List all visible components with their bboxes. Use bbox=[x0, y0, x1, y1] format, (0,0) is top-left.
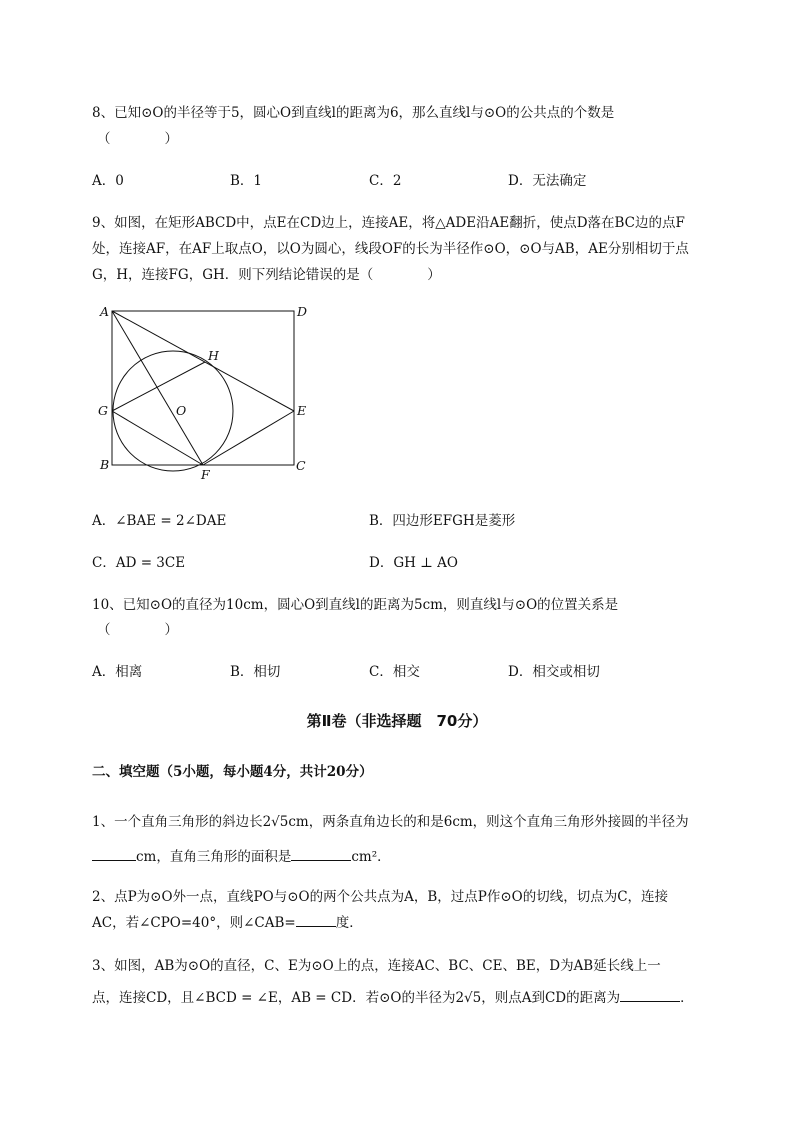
q9-option-a: A．∠BAE = 2∠DAE bbox=[92, 513, 227, 529]
q10-option-d: D．相交或相切 bbox=[508, 664, 600, 680]
f2-stem: 2、点P为⊙O外一点，直线PO与⊙O的两个公共点为A，B，过点P作⊙O的切线，切点为C，连接 bbox=[92, 889, 669, 905]
segment-gh bbox=[112, 362, 205, 411]
f2-line2 bbox=[92, 911, 363, 931]
q10-answer-paren: （ ） bbox=[97, 622, 178, 638]
f3-line2b: ． bbox=[680, 990, 694, 1006]
label-b: B bbox=[100, 457, 110, 472]
f2-blank-angle[interactable] bbox=[296, 914, 336, 927]
q8-option-d: D．无法确定 bbox=[508, 173, 587, 189]
q9-stem-line3: G，H，连接FG，GH．则下列结论错误的是（ ） bbox=[92, 267, 441, 283]
f3-blank-distance[interactable] bbox=[620, 989, 680, 1002]
f1-unit2: cm²． bbox=[351, 849, 391, 865]
q8-option-a: A．0 bbox=[92, 173, 124, 189]
f2-line2b: 度． bbox=[335, 915, 363, 931]
f1-stem: 1、一个直角三角形的斜边长2√5cm，两条直角边长的和是6cm，则这个直角三角形外接圆的半径为 bbox=[92, 814, 689, 830]
f3-stem: 3、如图，AB为⊙O的直径，C、E为⊙O上的点，连接AC、BC、CE、BE，D为AB延长线上一 bbox=[92, 958, 661, 974]
q9-stem-line1: 9、如图，在矩形ABCD中，点E在CD边上，连接AE，将△ADE沿AE翻折，使点D落在BC边的点F bbox=[92, 215, 685, 231]
f2-line2a: AC，若∠CPO=40°，则∠CAB= bbox=[92, 915, 296, 931]
q8-stem: 8、已知⊙O的半径等于5，圆心O到直线l的距离为6，那么直线l与⊙O的公共点的个数是 bbox=[92, 105, 615, 121]
label-d: D bbox=[297, 304, 308, 319]
f1-line2 bbox=[92, 845, 391, 865]
label-g: G bbox=[98, 403, 108, 418]
segment-af bbox=[112, 311, 203, 465]
q9-option-c: C．AD = 3CE bbox=[92, 555, 186, 571]
f1-blank-area[interactable] bbox=[291, 848, 351, 861]
q8-option-c: C．2 bbox=[369, 173, 402, 189]
label-c: C bbox=[296, 458, 306, 473]
q10-option-c: C．相交 bbox=[369, 664, 420, 680]
q10-option-a: A．相离 bbox=[92, 664, 143, 680]
q10-stem: 10、已知⊙O的直径为10cm，圆心O到直线l的距离为5cm，则直线l与⊙O的位置关系是 bbox=[92, 597, 619, 613]
f1-blank-radius[interactable] bbox=[92, 848, 136, 861]
q8-option-b: B．1 bbox=[230, 173, 263, 189]
q9-option-b: B．四边形EFGH是菱形 bbox=[369, 513, 516, 529]
q9-stem-line2: 处，连接AF，在AF上取点O，以O为圆心，线段OF的长为半径作⊙O，⊙O与AB，AE分别相切于点 bbox=[92, 241, 689, 257]
label-e: E bbox=[297, 403, 307, 418]
f3-line2a: 点，连接CD，且∠BCD = ∠E，AB = CD．若⊙O的半径为2√5，则点A到CD的距离为 bbox=[92, 990, 621, 1006]
label-o: O bbox=[176, 403, 187, 418]
q10-option-b: B．相切 bbox=[230, 664, 281, 680]
section-title: 第Ⅱ卷（非选择题 70分） bbox=[306, 712, 488, 730]
q8-answer-paren: （ ） bbox=[97, 131, 178, 147]
label-f: F bbox=[201, 467, 210, 482]
label-a: A bbox=[100, 304, 110, 319]
q9-option-d: D．GH ⊥ AO bbox=[369, 555, 458, 571]
segment-fe bbox=[203, 411, 294, 465]
segment-gf bbox=[112, 411, 203, 465]
rectangle-abcd bbox=[112, 311, 294, 465]
f3-line2 bbox=[92, 986, 694, 1006]
circle-o bbox=[113, 351, 233, 471]
q9-geometry-figure bbox=[90, 298, 320, 483]
label-h: H bbox=[208, 348, 219, 363]
f1-unit1: cm，直角三角形的面积是 bbox=[136, 849, 292, 865]
section-heading: 二、填空题（5小题，每小题4分，共计20分） bbox=[92, 764, 373, 780]
